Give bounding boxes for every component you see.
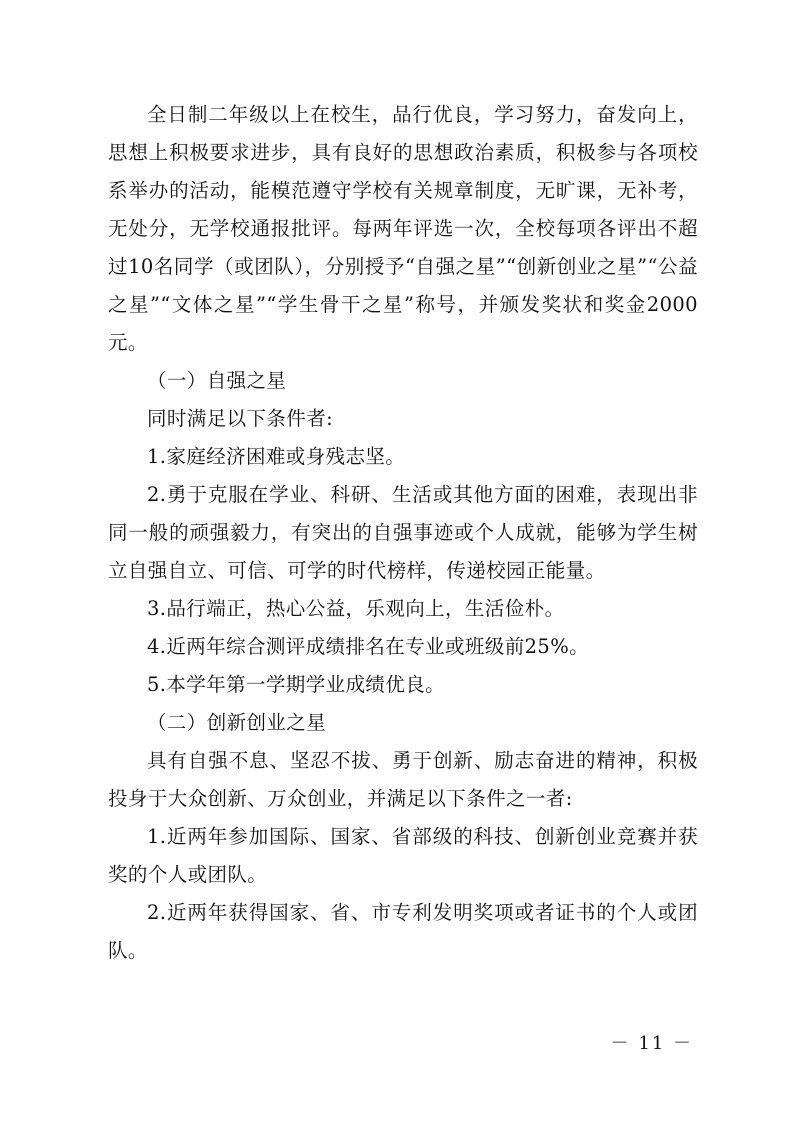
list-item-4: 4.近两年综合测评成绩排名在专业或班级前25%。: [147, 635, 590, 658]
list-item-1: 1.家庭经济困难或身残志坚。: [147, 445, 406, 468]
page-number: － 11 －: [610, 1033, 693, 1054]
paragraph-eligibility: 全日制二年级以上在校生，品行优良，学习努力，奋发向上，思想上积极要求进步，具有良好的思想政治素质，积极参与各项校系举办的活动，能模范遵守学校有关规章制度，无旷课，无补考，无处分，无学校通报批评。每两年评选一次，全校每项各评出不超过10名同学（或团队），分别授予“自强之星”“创新创业之星”“公益之星”“文体之星”“学生骨干之星”称号，并颁发奖状和奖金2000元。: [108, 103, 698, 354]
innovation-list-item-2: 2.近两年获得国家、省、市专利发明奖项或者证书的个人或团队。: [108, 901, 698, 962]
paragraph-innovation-intro: 具有自强不息、坚忍不拔、勇于创新、励志奋进的精神，积极投身于大众创新、万众创业，并满足以下条件之一者:: [108, 749, 698, 810]
section-heading-innovation: （二）创新创业之星: [147, 711, 327, 734]
list-item-3: 3.品行端正，热心公益，乐观向上，生活俭朴。: [147, 597, 565, 620]
innovation-list-item-1: 1.近两年参加国际、国家、省部级的科技、创新创业竞赛并获奖的个人或团队。: [108, 825, 698, 886]
document-body: [108, 96, 698, 970]
list-item-5: 5.本学年第一学期学业成绩优良。: [147, 673, 446, 696]
list-item-2: 2.勇于克服在学业、科研、生活或其他方面的困难，表现出非同一般的顽强毅力，有突出的自强事迹或个人成就，能够为学生树立自强自立、可信、可学的时代榜样，传递校园正能量。: [108, 483, 698, 582]
paragraph-conditions-intro: 同时满足以下条件者:: [147, 407, 334, 430]
section-heading-self-reliance: （一）自强之星: [147, 369, 287, 392]
